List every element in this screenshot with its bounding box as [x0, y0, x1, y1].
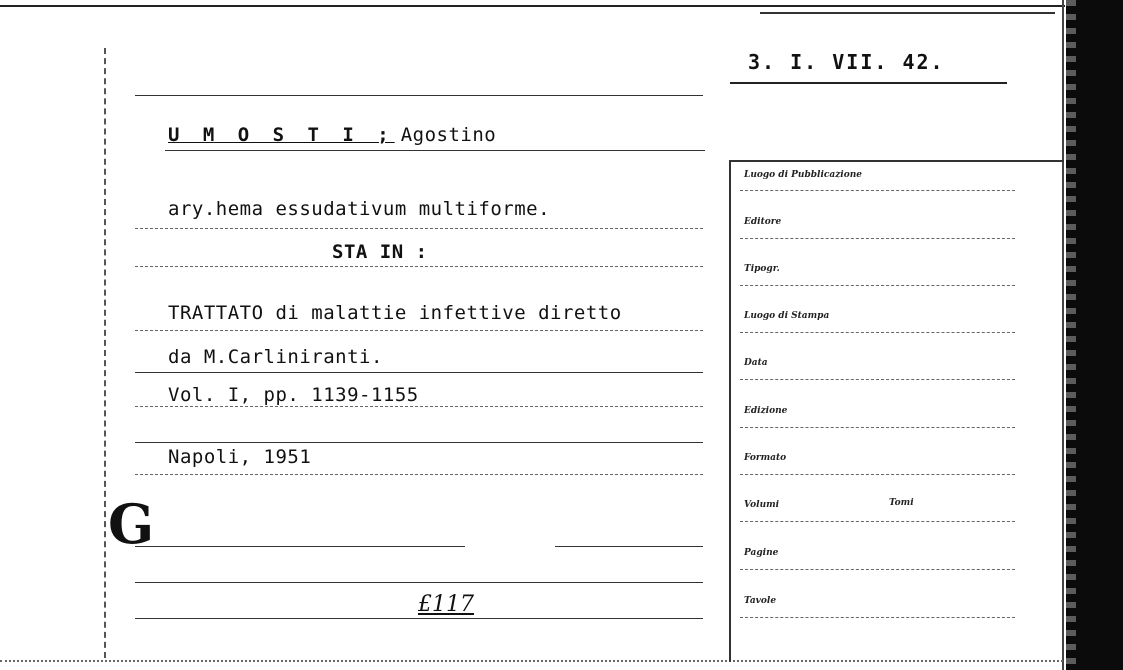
reference-line: TRATTATO di malattie infettive diretto	[168, 302, 622, 324]
form-label-tomi: Tomi	[889, 498, 914, 508]
rule-line	[135, 582, 703, 583]
form-label-tipografia: Tipogr.	[744, 264, 780, 274]
card-top-edge-line	[760, 12, 1055, 14]
form-rule	[740, 521, 1015, 522]
form-label-editore: Editore	[744, 217, 782, 227]
card-top-edge	[0, 0, 1065, 7]
rule-line	[135, 442, 703, 443]
author	[168, 124, 496, 146]
rule-line	[135, 228, 703, 229]
form-label-luogo-pubblicazione: Luogo di Pubblicazione	[744, 170, 862, 180]
rule-line	[135, 330, 703, 331]
author-surname: U M O S T I ;	[168, 124, 395, 146]
place-year: Napoli, 1951	[168, 446, 312, 468]
form-rule	[740, 190, 1015, 191]
rule-line	[555, 546, 703, 547]
form-rule	[740, 285, 1015, 286]
rule-line	[165, 150, 705, 151]
rule-line	[135, 406, 703, 407]
left-perforation	[104, 48, 106, 658]
form-label-edizione: Edizione	[744, 406, 788, 416]
form-rule	[740, 474, 1015, 475]
form-rule	[740, 617, 1015, 618]
form-label-pagine: Pagine	[744, 548, 779, 558]
form-rule	[740, 569, 1015, 570]
form-rule	[740, 332, 1015, 333]
in-label: STA IN :	[332, 241, 428, 263]
rule-line	[135, 618, 703, 619]
reference-line: da M.Carliniranti.	[168, 346, 383, 368]
form-label-luogo-stampa: Luogo di Stampa	[744, 311, 830, 321]
scan-background	[1066, 0, 1123, 670]
rule-line	[135, 372, 703, 373]
form-rule	[740, 379, 1015, 380]
form-rule	[740, 238, 1015, 239]
rule-line	[135, 95, 703, 96]
author-given-name: Agostino	[400, 124, 497, 146]
shelf-number: £117	[418, 592, 474, 617]
form-label-formato: Formato	[744, 453, 787, 463]
form-label-tavole: Tavole	[744, 596, 777, 606]
date-rule	[730, 82, 1007, 84]
work-title: ary.hema essudativum multiforme.	[168, 198, 551, 220]
form-label-data: Data	[744, 358, 768, 368]
rule-line	[135, 474, 703, 475]
classification-letter: G	[108, 492, 155, 556]
reference-line: Vol. I, pp. 1139-1155	[168, 384, 419, 406]
rule-line	[135, 546, 465, 547]
form-label-volumi: Volumi	[744, 500, 780, 510]
rule-line	[135, 266, 703, 267]
form-rule	[740, 427, 1015, 428]
date-stamp: 3. I. VII. 42.	[748, 50, 945, 74]
